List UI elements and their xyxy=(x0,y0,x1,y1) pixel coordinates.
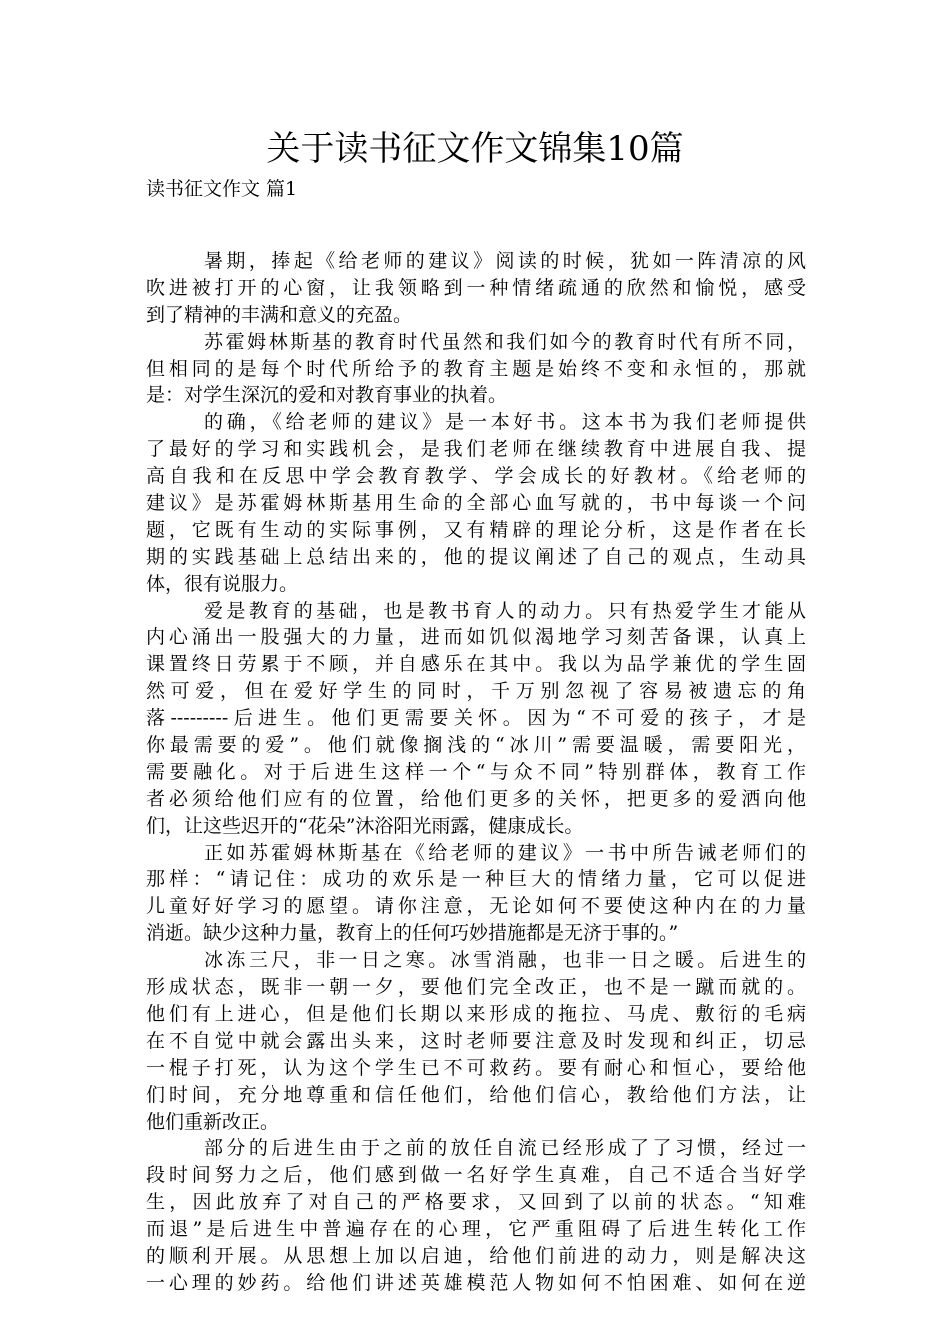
text-line: 部分的后进生由于之前的放任自流已经形成了了习惯，经过一 xyxy=(204,1137,806,1160)
text-line: 他们有上进心，但是他们长期以来形成的拖拉、马虎、敷衍的毛病 xyxy=(146,1002,806,1025)
text-line: 需要融化。对于后进生这样一个“与众不同”特别群体，教育工作 xyxy=(146,760,806,783)
text-line: 课置终日劳累于不顾，并自感乐在其中。我以为品学兼优的学生固 xyxy=(146,653,806,676)
text-line: 然可爱，但在爱好学生的同时，千万别忽视了容易被遗忘的角 xyxy=(146,680,806,703)
text-line: 暑期，捧起《给老师的建议》阅读的时候，犹如一阵清凉的风 xyxy=(204,250,806,272)
paragraph xyxy=(146,947,806,1135)
text-line: 正如苏霍姆林斯基在《给老师的建议》一书中所告诫老师们的 xyxy=(204,841,806,864)
text-line: 你最需要的爱”。他们就像搁浅的“冰川”需要温暖，需要阳光， xyxy=(146,734,806,757)
text-line: 高自我和在反思中学会教育教学、学会成长的好教材。《给老师的 xyxy=(146,465,806,488)
text-line: 了最好的学习和实践机会，是我们老师在继续教育中进展自我、提 xyxy=(146,438,806,461)
paragraph xyxy=(146,1135,806,1296)
text-line: 爱是教育的基础，也是教书育人的动力。只有热爱学生才能从 xyxy=(204,599,806,622)
text-line: 他们重新改正。 xyxy=(146,1110,280,1133)
text-line: 体，很有说服力。 xyxy=(146,572,299,595)
text-line: 到了精神的丰满和意义的充盈。 xyxy=(146,303,413,326)
document-body xyxy=(146,248,806,1297)
paragraph xyxy=(146,248,806,329)
paragraph xyxy=(146,598,806,840)
text-line: 那样：“请记住：成功的欢乐是一种巨大的情绪力量，它可以促进 xyxy=(146,868,806,891)
text-line: 而退”是后进生中普遍存在的心理，它严重阻碍了后进生转化工作 xyxy=(146,1218,806,1241)
text-line: 们时间，充分地尊重和信任他们，给他们信心，教给他们方法，让 xyxy=(146,1083,806,1106)
text-line: 冰冻三尺，非一日之寒。冰雪消融，也非一日之暖。后进生的 xyxy=(204,949,806,972)
text-line: 是：对学生深沉的爱和对教育事业的执着。 xyxy=(146,384,508,407)
text-line: 吹进被打开的心窗，让我领略到一种情绪疏通的欣然和愉悦，感受 xyxy=(146,276,806,299)
text-line: 苏霍姆林斯基的教育时代虽然和我们如今的教育时代有所不同， xyxy=(204,330,806,353)
text-line: 段时间努力之后，他们感到做一名好学生真难，自己不适合当好学 xyxy=(146,1164,806,1187)
text-line: 生，因此放弃了对自己的严格要求，又回到了以前的状态。“知难 xyxy=(146,1191,806,1214)
paragraph xyxy=(146,409,806,597)
text-line: 题，它既有生动的实际事例，又有精辟的理论分析，这是作者在长 xyxy=(146,518,806,541)
text-line: 一心理的妙药。给他们讲述英雄模范人物如何不怕困难、如何在逆 xyxy=(146,1271,806,1294)
text-line: 落---------后进生。他们更需要关怀。因为“不可爱的孩子，才是 xyxy=(146,707,806,730)
text-line: 形成状态，既非一朝一夕，要他们完全改正，也不是一蹴而就的。 xyxy=(146,976,806,999)
text-line: 消逝。缺少这种力量，教育上的任何巧妙措施都是无济于事的。” xyxy=(146,922,679,945)
section-heading: 读书征文作文 篇1 xyxy=(146,178,298,200)
text-line: 内心涌出一股强大的力量，进而如饥似渴地学习刻苦备课，认真上 xyxy=(146,626,806,649)
text-line: 建议》是苏霍姆林斯基用生命的全部心血写就的，书中每谈一个问 xyxy=(146,492,806,515)
paragraph xyxy=(146,840,806,948)
text-line: 儿童好好学习的愿望。请你注意，无论如何不要使这种内在的力量 xyxy=(146,895,806,918)
text-line: 们，让这些迟开的“花朵”沐浴阳光雨露，健康成长。 xyxy=(146,814,584,837)
text-line: 的确，《给老师的建议》是一本好书。这本书为我们老师提供 xyxy=(204,411,806,434)
text-line: 一棍子打死，认为这个学生已不可救药。要有耐心和恒心，要给他 xyxy=(146,1056,806,1079)
document-title: 关于读书征文作文锦集10篇 xyxy=(266,129,684,169)
text-line: 的顺利开展。从思想上加以启迪，给他们前进的动力，则是解决这 xyxy=(146,1244,806,1267)
text-line: 者必须给他们应有的位置，给他们更多的关怀，把更多的爱洒向他 xyxy=(146,787,806,810)
text-line: 期的实践基础上总结出来的，他的提议阐述了自己的观点，生动具 xyxy=(146,545,806,568)
paragraph xyxy=(146,329,806,410)
text-line: 在不自觉中就会露出头来，这时老师要注意及时发现和纠正，切忌 xyxy=(146,1029,806,1052)
text-line: 但相同的是每个时代所给予的教育主题是始终不变和永恒的，那就 xyxy=(146,357,806,380)
